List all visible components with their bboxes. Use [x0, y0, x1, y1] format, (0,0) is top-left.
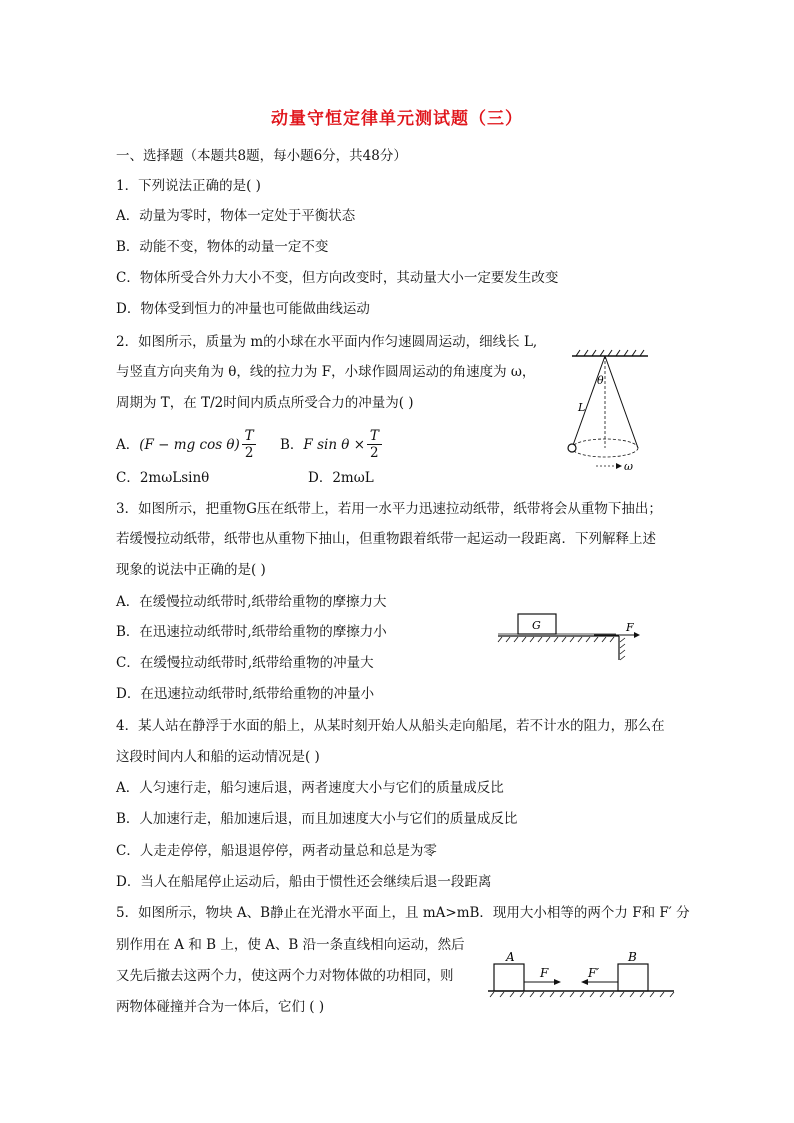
q3-option-a: A．在缓慢拉动纸带时,纸带给重物的摩擦力大 — [116, 594, 387, 610]
q3-option-c: C．在缓慢拉动纸带时,纸带给重物的冲量大 — [116, 655, 374, 671]
q2-option-a — [116, 428, 256, 461]
q4-option-c: C．人走走停停，船退退停停，两者动量总和总是为零 — [116, 843, 437, 859]
q1-option-c: C．物体所受合外力大小不变，但方向改变时，其动量大小一定要发生改变 — [116, 270, 559, 286]
q2-option-a-fraction — [242, 428, 257, 461]
q2-line3: 周期为 T，在 T/2时间内质点所受合力的冲量为( ) — [116, 395, 414, 411]
q2-option-b-denominator: 2 — [367, 444, 382, 461]
q2-option-a-label: A． — [116, 436, 140, 453]
paper-strip-figure — [494, 610, 654, 665]
fig-A-label: A — [506, 950, 515, 964]
q2-option-a-denominator: 2 — [242, 444, 257, 461]
q3-option-d: D．在迅速拉动纸带时,纸带给重物的冲量小 — [116, 686, 375, 702]
q2-option-d: D．2mωL — [308, 470, 374, 486]
q2-option-a-numerator: T — [244, 428, 254, 444]
q2-line2: 与竖直方向夹角为 θ，线的拉力为 F，小球作圆周运动的角速度为 ω， — [116, 364, 536, 380]
q2-option-b-expr: F sin θ × — [303, 436, 366, 453]
fig-G-label: G — [532, 619, 541, 632]
q1-option-d: D．物体受到恒力的冲量也可能做曲线运动 — [116, 301, 370, 317]
conical-pendulum-figure — [560, 348, 680, 478]
q2-option-b — [280, 428, 382, 461]
q2-option-b-numerator: T — [369, 428, 379, 444]
fig-F-label: F — [626, 621, 634, 634]
q2-option-c: C．2mωLsinθ — [116, 470, 210, 486]
q4-line2: 这段时间内人和船的运动情况是( ) — [116, 749, 320, 765]
q2-option-b-fraction — [367, 428, 382, 461]
q5-line1: 5．如图所示，物块 A、B静止在光滑水平面上，且 mA>mB．现用大小相等的两个力 F和 F′ 分 — [116, 905, 690, 921]
q3-option-b: B．在迅速拉动纸带时,纸带给重物的摩擦力小 — [116, 624, 387, 640]
fig-Fprime-label: F′ — [588, 966, 600, 980]
fig-omega-label: ω — [624, 460, 633, 473]
q5-line4: 两物体碰撞并合为一体后，它们 ( ) — [116, 999, 325, 1015]
section-heading: 一、选择题（本题共8题，每小题6分，共48分） — [116, 148, 407, 164]
q4-option-b: B．人加速行走，船加速后退，而且加速度大小与它们的质量成反比 — [116, 811, 518, 827]
q1-option-a: A．动量为零时，物体一定处于平衡状态 — [116, 208, 356, 224]
q2-option-b-label: B． — [280, 436, 304, 453]
q4-option-d: D．当人在船尾停止运动后，船由于惯性还会继续后退一段距离 — [116, 874, 492, 890]
q4-option-a: A．人匀速行走，船匀速后退，两者速度大小与它们的质量成反比 — [116, 780, 504, 796]
fig-L-label: L — [578, 401, 586, 414]
q2-line1: 2．如图所示，质量为 m的小球在水平面内作匀速圆周运动，细线长 L, — [116, 334, 538, 350]
page-title: 动量守恒定律单元测试题（三） — [271, 109, 523, 129]
q3-line3: 现象的说法中正确的是( ) — [116, 562, 266, 578]
fig-B-label: B — [628, 950, 637, 964]
q2-option-a-expr: (F − mg cos θ) — [139, 436, 240, 453]
fig-theta-label: θ — [597, 374, 604, 387]
q3-line1: 3．如图所示，把重物G压在纸带上，若用一水平力迅速拉动纸带，纸带将会从重物下抽出； — [116, 501, 662, 517]
fig-F-label-5: F — [540, 966, 549, 980]
q1-stem: 1．下列说法正确的是( ) — [116, 178, 261, 194]
blocks-figure — [484, 946, 684, 1004]
q1-option-b: B．动能不变，物体的动量一定不变 — [116, 239, 329, 255]
q4-line1: 4．某人站在静浮于水面的船上，从某时刻开始人从船头走向船尾，若不计水的阻力，那么在 — [116, 718, 665, 734]
q5-line3: 又先后撤去这两个力，使这两个力对物体做的功相同，则 — [116, 968, 454, 984]
q3-line2: 若缓慢拉动纸带，纸带也从重物下抽山，但重物跟着纸带一起运动一段距离．下列解释上述 — [116, 531, 656, 547]
q5-line2: 别作用在 A 和 B 上，使 A、B 沿一条直线相向运动，然后 — [116, 937, 465, 953]
